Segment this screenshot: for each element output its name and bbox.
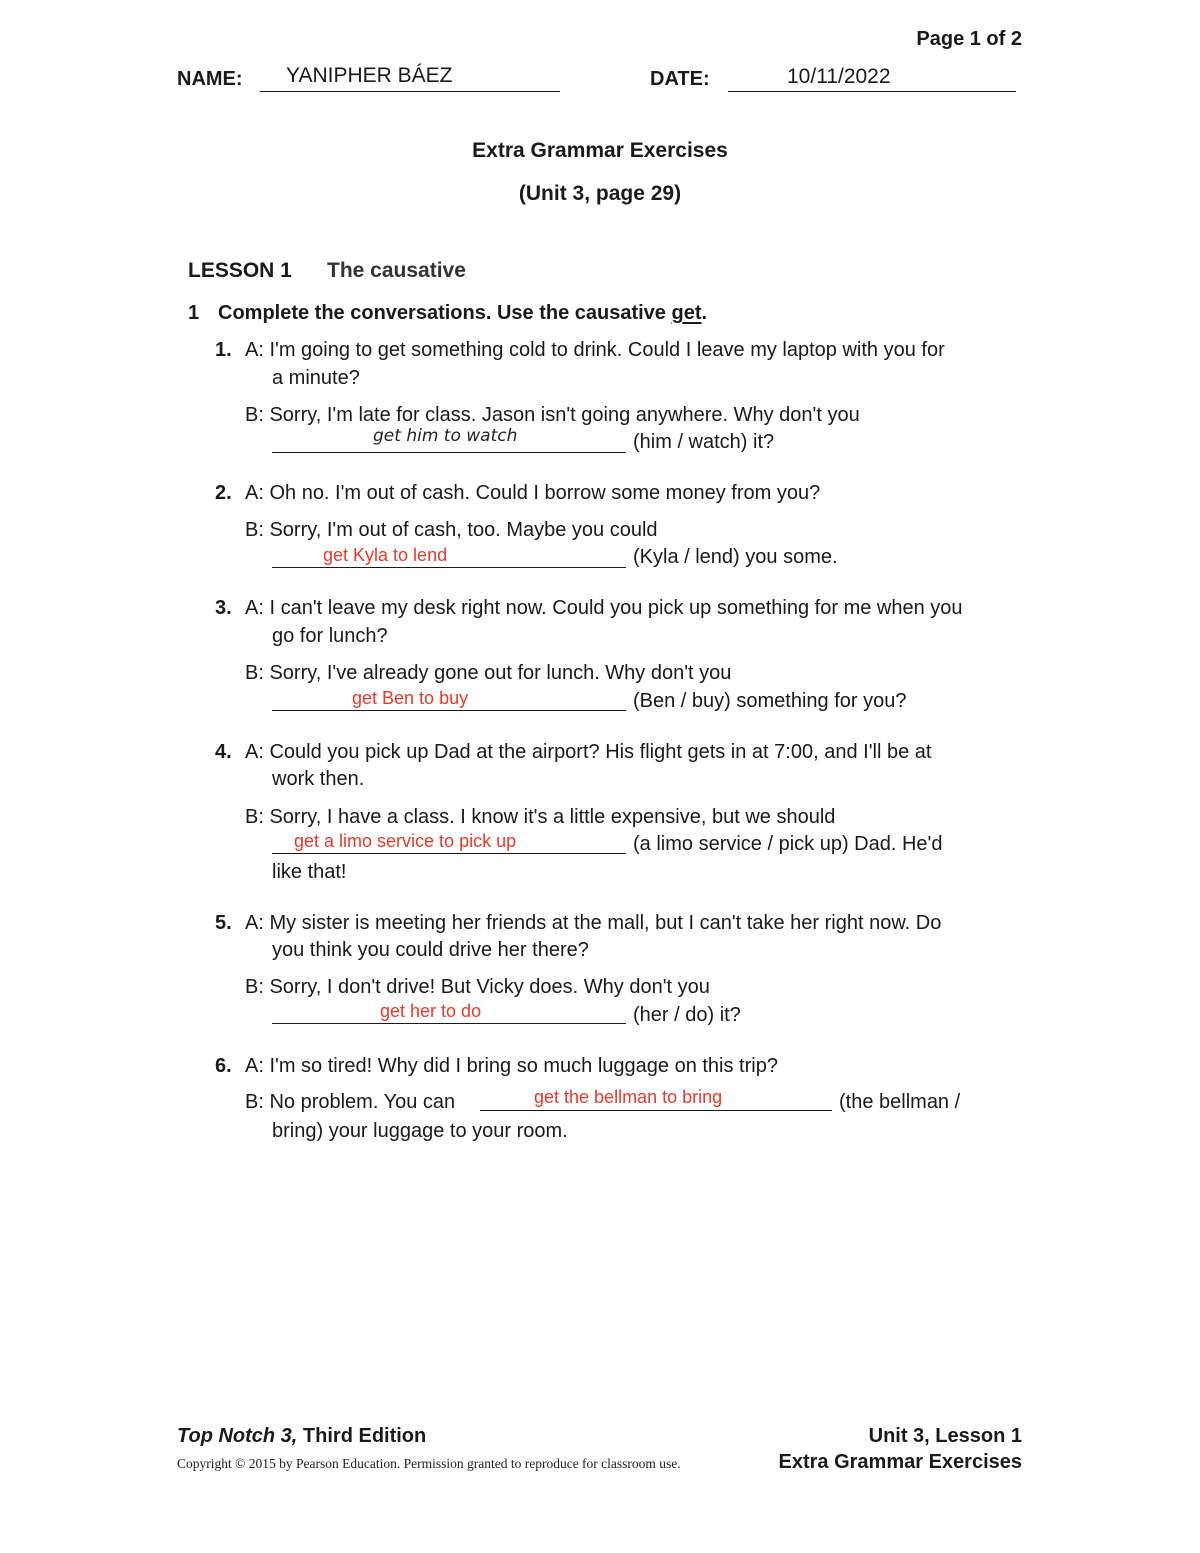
item-number: 4. xyxy=(215,741,232,763)
item-a-line: A: I'm so tired! Why did I bring so much luggage on this trip? xyxy=(245,1055,778,1077)
footer-book xyxy=(177,1425,426,1448)
name-value: YANIPHER BÁEZ xyxy=(286,64,453,87)
answer-text: get him to watch xyxy=(373,426,518,446)
item-after: (the bellman / xyxy=(839,1091,961,1113)
page-title: Extra Grammar Exercises xyxy=(472,139,728,162)
name-underline xyxy=(260,91,560,92)
answer-text: get Kyla to lend xyxy=(323,545,448,565)
item-a-line: go for lunch? xyxy=(272,625,388,647)
item-a-line: A: I can't leave my desk right now. Could you pick up something for me when you xyxy=(245,597,963,619)
instruction-text: Complete the conversations. Use the causative xyxy=(218,302,672,324)
item-b-line: B: No problem. You can xyxy=(245,1091,456,1113)
item-number: 5. xyxy=(215,912,232,934)
date-label: DATE: xyxy=(650,68,710,90)
item-after: (him / watch) it? xyxy=(633,431,775,453)
item-b-line: B: Sorry, I'm late for class. Jason isn't going anywhere. Why don't you xyxy=(245,404,860,426)
item-number: 6. xyxy=(215,1055,232,1077)
item-a-line: A: I'm going to get something cold to drink. Could I leave my laptop with you for xyxy=(245,339,945,361)
item-after: (her / do) it? xyxy=(633,1004,741,1026)
answer-blank xyxy=(272,853,626,854)
item-number: 2. xyxy=(215,482,232,504)
item-b-line: B: Sorry, I have a class. I know it's a little expensive, but we should xyxy=(245,806,836,828)
footer-unit-lesson: Unit 3, Lesson 1 xyxy=(868,1425,1022,1447)
answer-text: get Ben to buy xyxy=(352,688,469,708)
answer-blank xyxy=(272,452,626,453)
footer-book-title: Top Notch 3, xyxy=(177,1425,298,1447)
item-b-line: B: Sorry, I don't drive! But Vicky does. Why don't you xyxy=(245,976,710,998)
item-a-line: A: My sister is meeting her friends at the mall, but I can't take her right now. Do xyxy=(245,912,942,934)
date-value: 10/11/2022 xyxy=(787,65,891,88)
page-subtitle: (Unit 3, page 29) xyxy=(518,182,682,205)
instruction-keyword: get xyxy=(671,302,702,324)
instruction-number: 1 xyxy=(188,302,200,324)
item-number: 3. xyxy=(215,597,232,619)
date-underline xyxy=(728,91,1016,92)
answer-blank xyxy=(272,1023,626,1024)
answer-text: get her to do xyxy=(380,1001,482,1021)
item-b-line: B: Sorry, I've already gone out for lunch. Why don't you xyxy=(245,662,732,684)
lesson-label: LESSON 1 xyxy=(188,259,292,282)
instruction xyxy=(218,302,707,325)
answer-text: get the bellman to bring xyxy=(534,1087,723,1107)
item-a-line: A: Oh no. I'm out of cash. Could I borrow some money from you? xyxy=(245,482,821,504)
item-a-line: A: Could you pick up Dad at the airport? His flight gets in at 7:00, and I'll be at xyxy=(245,741,932,763)
item-a-line: work then. xyxy=(272,768,365,790)
item-a-line: you think you could drive her there? xyxy=(272,939,589,961)
item-a-line: a minute? xyxy=(272,367,360,389)
answer-text: get a limo service to pick up xyxy=(294,831,517,851)
item-number: 1. xyxy=(215,339,232,361)
answer-blank xyxy=(272,567,626,568)
lesson-topic: The causative xyxy=(327,259,466,282)
item-after-line2: like that! xyxy=(272,861,347,883)
item-b-line: B: Sorry, I'm out of cash, too. Maybe you could xyxy=(245,519,658,541)
answer-blank xyxy=(480,1110,832,1111)
item-after: (Ben / buy) something for you? xyxy=(633,690,907,712)
footer-section: Extra Grammar Exercises xyxy=(778,1451,1022,1473)
item-after: (a limo service / pick up) Dad. He'd xyxy=(633,833,943,855)
page-number: Page 1 of 2 xyxy=(916,28,1022,50)
item-after-line2: bring) your luggage to your room. xyxy=(272,1120,568,1142)
name-label: NAME: xyxy=(177,68,243,90)
footer-copyright: Copyright © 2015 by Pearson Education. Permission granted to reproduce for classroom use. xyxy=(177,1456,681,1471)
instruction-period: . xyxy=(701,302,708,324)
item-after: (Kyla / lend) you some. xyxy=(633,546,838,568)
answer-blank xyxy=(272,710,626,711)
footer-edition: Third Edition xyxy=(297,1425,427,1447)
